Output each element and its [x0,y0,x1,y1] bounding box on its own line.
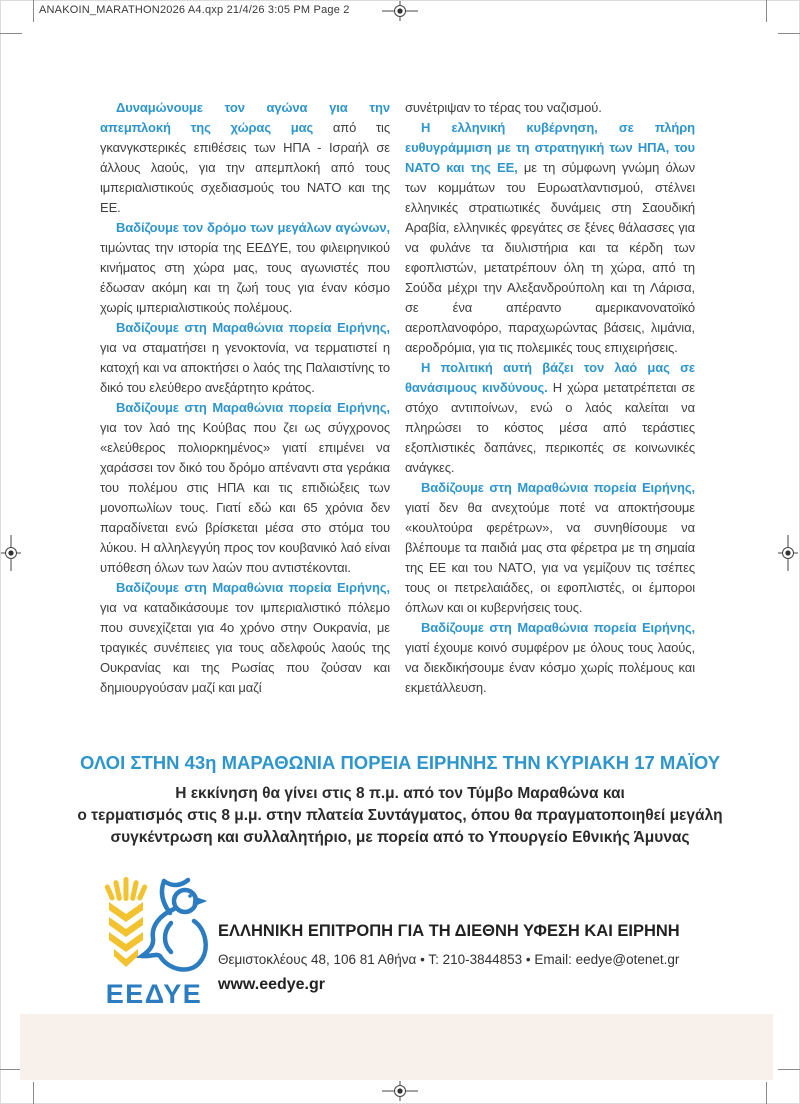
paragraph-body: για τον λαό της Κούβας που ζει ως σύγχρονος «ελεύθερος πολιορκημένος» γιατί επιμένει να χαράσσει τον δικό του δρόμο απέναντι στα γεράκια του πολέμου στις ΗΠΑ και τις επιδιώξεις των μονοπωλίων τους. Γιατί εδώ και 65 χρόνια δεν παραδίνεται ενώ βρίσκεται μέσα στο στόμα του λύκου. Η αλληλεγγύη προς τον κουβανικό λαό είναι υπόθεση όλων των λαών που αντιστέκονται. [100,420,390,575]
march-banner [0,752,800,849]
paragraph-body: από τις γκανγκστερικές επιθέσεις των ΗΠΑ - Ισραήλ σε άλλους λαούς, για την απεμπλοκή από τους ιμπεριαλιστικούς σχεδιασμούς του ΝΑΤΟ και της ΕΕ. [100,120,390,215]
print-slug-header: ANAKOIN_MARATHON2026 A4.qxp 21/4/26 3:05 PM Page 2 [39,4,350,16]
crop-mark-top-right-h [778,33,800,34]
eedye-logo [98,876,210,1010]
paragraph-body: με τη σύμφωνη γνώμη όλων των κομμάτων του Ευρωατλαντισμού, στέλνει ελληνικές στρατιωτικές δυνάμεις στη Σαουδική Αραβία, ελληνικές φρεγάτες σε ξένες θάλασσες για να φυλάνε τα διυλιστήρια και τα κέρδη των εφοπλιστών, μετατρέπουν όλη τη χώρα, από τη Σούδα μέχρι την Αλεξανδρούπολη και τη Λάρισα, σε ένα απέραντο αμερικανονατοϊκό αεροπλανοφόρο, παραχωρώντας βάσεις, λιμάνια, αεροδρόμια, για τις πολεμικές τους επιχειρήσεις. [405,160,695,355]
paragraph-body: Η χώρα μετατρέπεται σε στόχο αντιποίνων, ενώ ο λαός καλείται να πληρώσει το κόστος μέσα από τεράστιες εξοπλιστικές δαπάνες, περικοπές σε κοινωνικές ανάγκες. [405,380,696,475]
paragraph-lead: Βαδίζουμε στη Μαραθώνια πορεία Ειρήνης, [116,400,390,415]
wheat-icon [104,877,148,967]
paragraph-body: τιμώντας την ιστορία της ΕΕΔΥΕ, του φιλειρηνικού κινήματος στη χώρα μας, τους αγωνιστές που έδωσαν ακόμη και τη ζωή τους για έναν κόσμο χωρίς ιμπεριαλιστικούς πολέμους. [100,240,390,315]
paragraph [100,318,390,398]
registration-mark-icon [776,535,800,576]
crop-mark-bottom-right-v [766,1082,767,1104]
dove-beak-icon [193,897,206,906]
paragraph-lead: Βαδίζουμε τον δρόμο των μεγάλων αγώνων, [116,220,390,235]
organisation-info [218,922,680,994]
paragraph-body: για να καταδικάσουμε τον ιμπεριαλιστικό πόλεμο που συνεχίζεται για 4ο χρόνο στην Ουκρανία, με τραγικές συνέπειες για τους αδελφούς λαούς της Ουκρανίας και της Ρωσίας που ζούσαν και δημιουργούσαν μαζί και μαζί [100,600,390,695]
paragraph-body: γιατί δεν θα ανεχτούμε ποτέ να αποκτήσουμε «κουλτούρα φερέτρων», να συνηθίσουμε να βλέπουμε τα παιδιά μας στα φέρετρα με τη σημαία της ΕΕ και του ΝΑΤΟ, για να γεμίζουν τις τσέπες τους οι πετρελαιάδες, οι εφοπλιστές, οι έμποροι όπλων και οι κυβερνήσεις τους. [405,500,695,615]
paragraph-lead: Η πολιτική αυτή βάζει τον λαό μας σε θανάσιμους κινδύνους. [405,360,695,395]
crop-mark-top-left-v [33,0,34,22]
banner-detail-line: συγκέντρωση και συλλαλητήριο, με πορεία από το Υπουργείο Εθνικής Άμυνας [110,829,690,846]
paragraph [405,618,695,698]
registration-mark-icon [382,1079,418,1104]
dove-icon [142,880,206,970]
registration-mark-icon [382,0,418,28]
paragraph-body: για να σταματήσει η γενοκτονία, να τερματιστεί η κατοχή και να αποκτήσει ο λαός της Παλαιστίνης το δικό του ελεύθερο ανεξάρτητο κράτος. [100,340,390,395]
banner-details [0,783,800,849]
paragraph [100,98,390,218]
paragraph-lead: Βαδίζουμε στη Μαραθώνια πορεία Ειρήνης, [116,320,390,335]
paragraph [405,358,695,478]
paragraph [100,578,390,698]
dove-eye-icon [188,894,192,898]
banner-headline: ΟΛΟΙ ΣΤΗΝ 43η ΜΑΡΑΘΩΝΙΑ ΠΟΡΕΙΑ ΕΙΡΗΝΗΣ ΤΗΝ ΚΥΡΙΑΚΗ 17 ΜΑΪΟΥ [79,752,721,773]
paragraph-lead: Η ελληνική κυβέρνηση, σε πλήρη ευθυγράμμιση με τη στρατηγική των ΗΠΑ, του ΝΑΤΟ και της ΕΕ, [405,120,695,175]
banner-detail-line: ο τερματισμός στις 8 μ.μ. στην πλατεία Συντάγματος, όπου θα πραγματοποιηθεί μεγάλη [77,807,723,824]
crop-mark-top-right-v [766,0,767,22]
paragraph [100,398,390,578]
crop-mark-bottom-right-h [778,1069,800,1070]
paragraph-lead: Βαδίζουμε στη Μαραθώνια πορεία Ειρήνης, [421,620,695,635]
article-column-left [100,98,390,698]
banner-detail-line: Η εκκίνηση θα γίνει στις 8 π.μ. από τον Τύμβο Μαραθώνα και [175,785,625,802]
paragraph-lead: Βαδίζουμε στη Μαραθώνια πορεία Ειρήνης, [116,580,390,595]
paragraph [405,478,695,618]
footer-highlight-bar [20,1014,773,1080]
paragraph [100,218,390,318]
org-website: www.eedye.gr [218,976,325,993]
paragraph-body: συνέτριψαν το τέρας του ναζισμού. [405,100,602,115]
paragraph-lead: Βαδίζουμε στη Μαραθώνια πορεία Ειρήνης, [421,480,695,495]
crop-mark-bottom-left-h [0,1069,22,1070]
wheat-and-dove-icon [98,876,210,972]
org-contact-line: Θεμιστοκλέους 48, 106 81 Αθήνα • Τ: 210-3844853 • Email: eedye@otenet.gr [218,952,680,967]
crop-mark-bottom-left-v [33,1082,34,1104]
paragraph-lead: Δυναμώνουμε τον αγώνα για την απεμπλοκή της χώρας μας [100,100,390,135]
article-column-right [405,98,695,698]
logo-acronym: ΕΕΔΥΕ [105,979,203,1009]
paragraph-body: γιατί έχουμε κοινό συμφέρον με όλους τους λαούς, να διεκδικήσουμε έναν κόσμο χωρίς πολέμους και εκμετάλλευση. [405,640,695,695]
registration-mark-icon [0,535,23,576]
paragraph-continuation [405,98,695,118]
crop-mark-top-left-h [0,33,22,34]
org-name: ΕΛΛΗΝΙΚΗ ΕΠΙΤΡΟΠΗ ΓΙΑ ΤΗ ΔΙΕΘΝΗ ΥΦΕΣΗ ΚΑΙ ΕΙΡΗΝΗ [218,922,680,940]
article-body [100,98,695,698]
paragraph [405,118,695,358]
